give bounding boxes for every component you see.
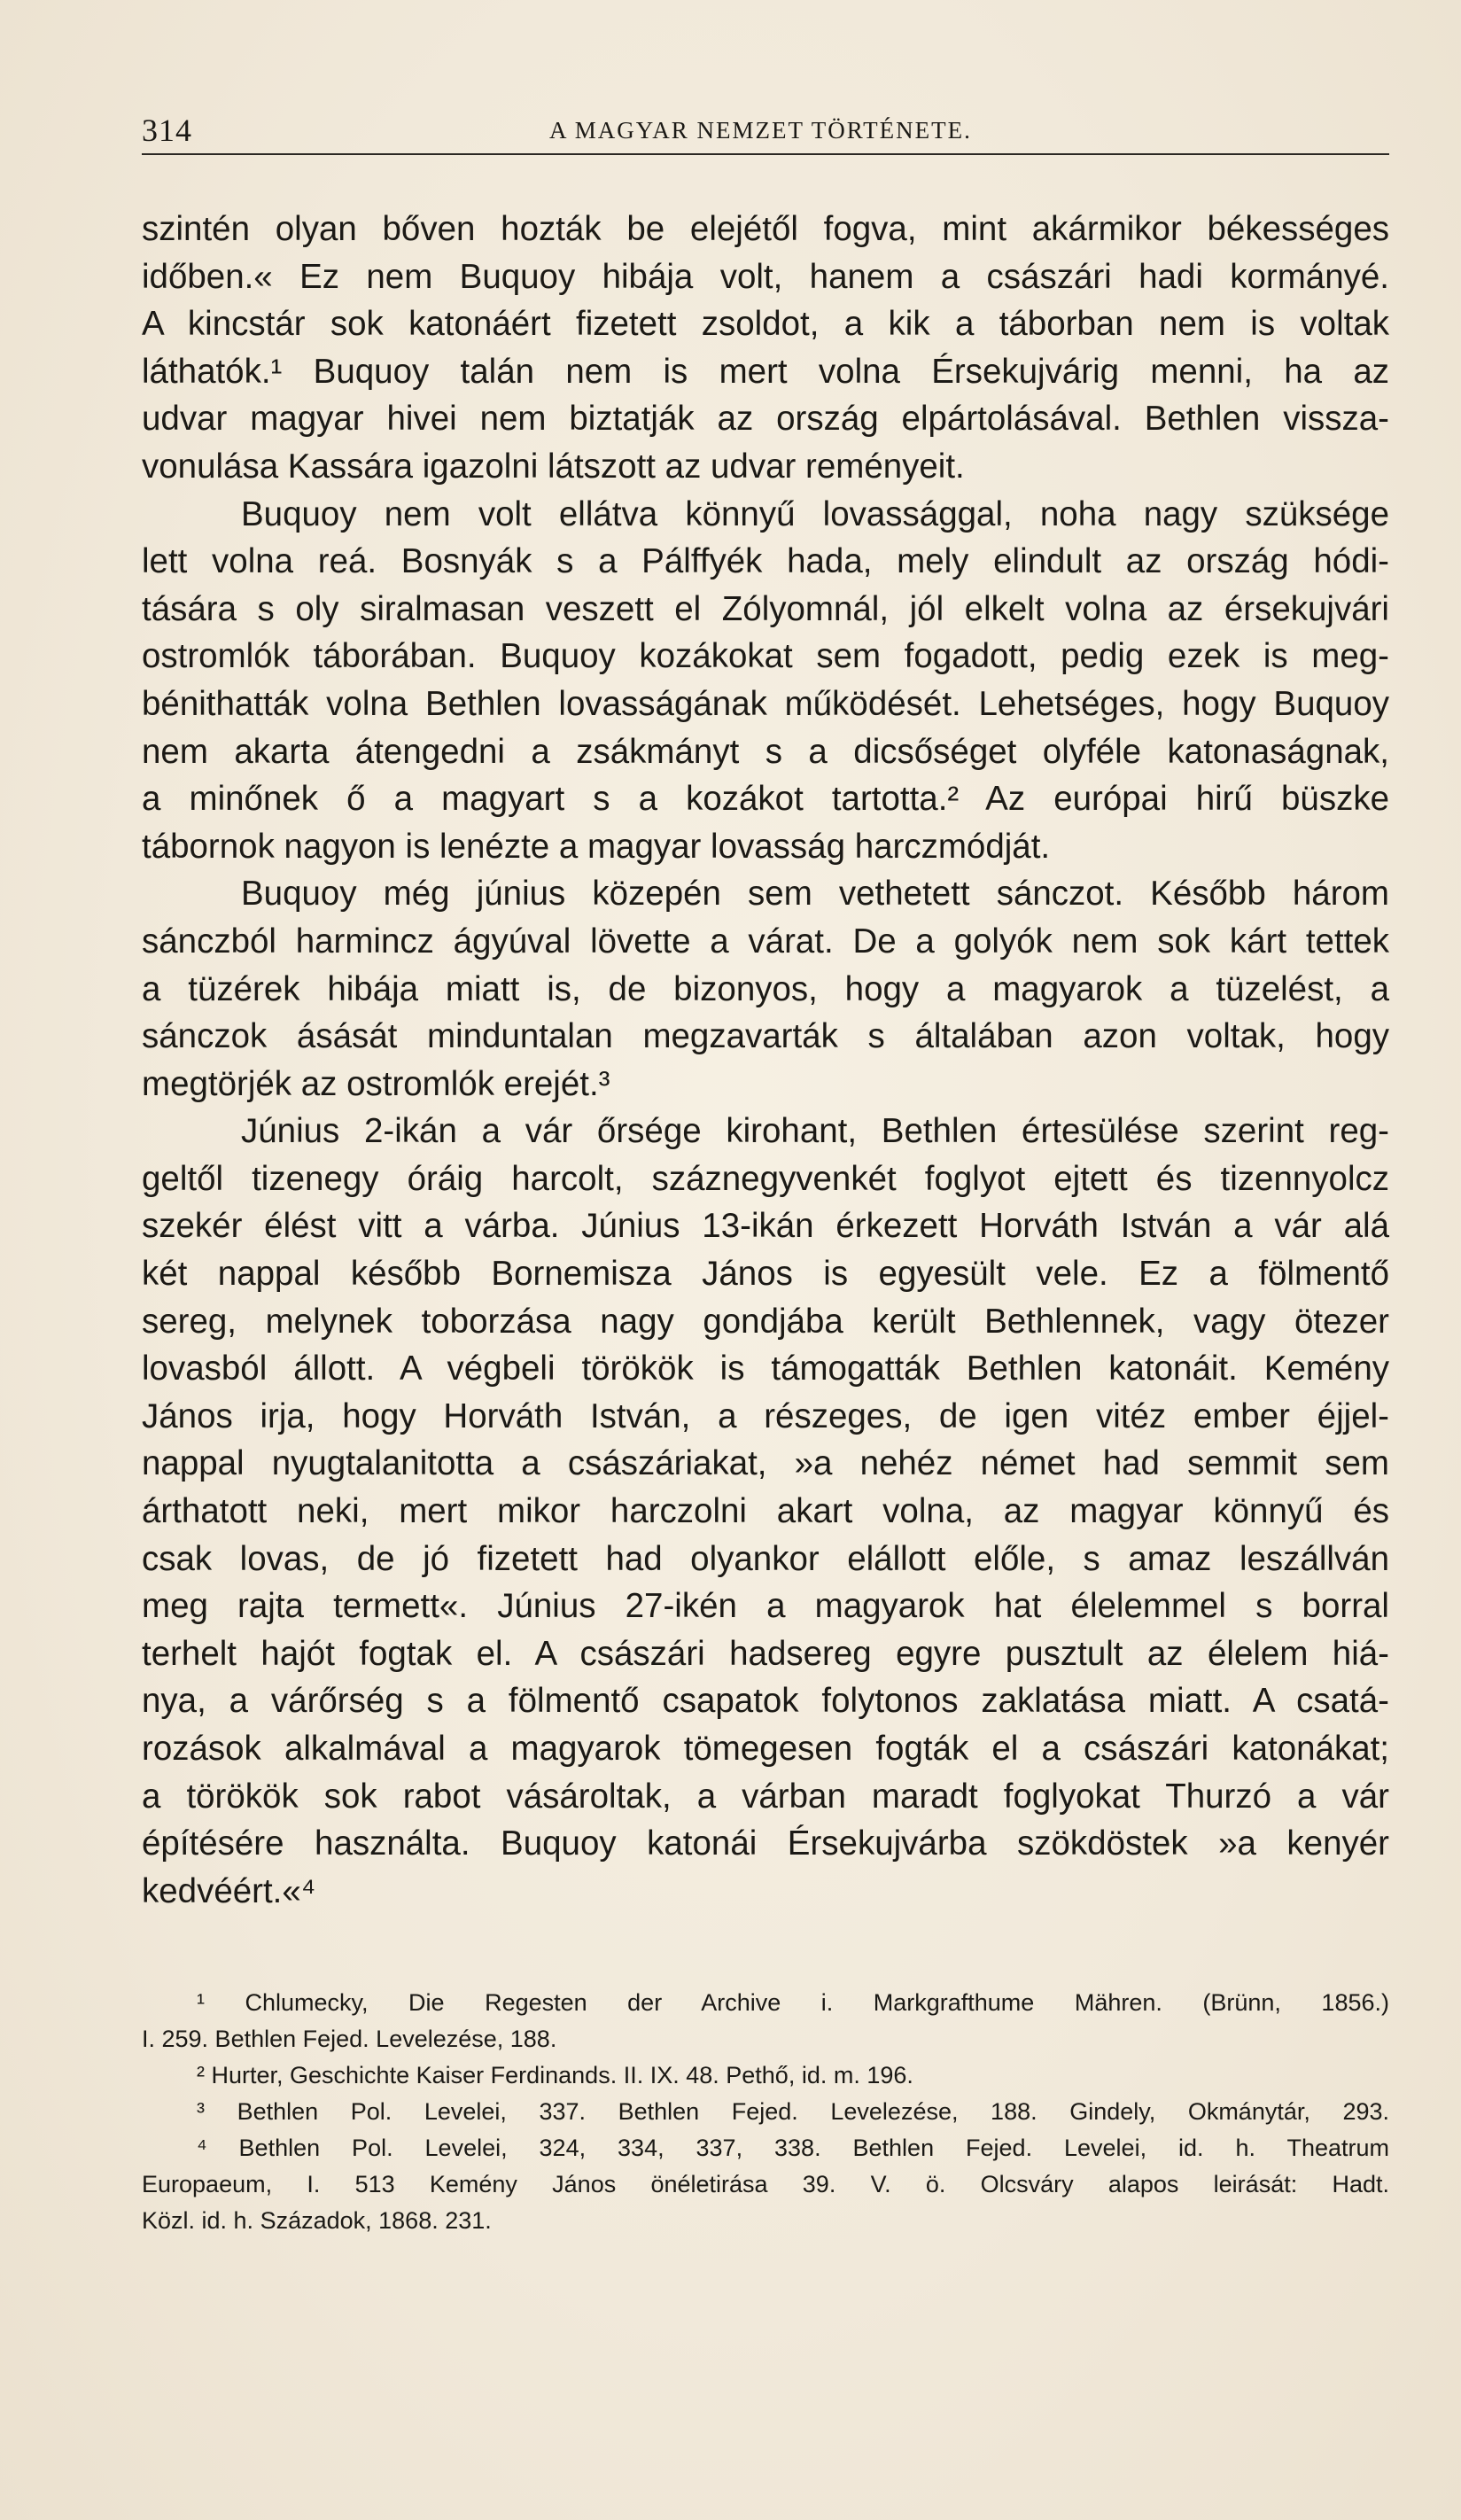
text-line: ostromlók táborában. Buquoy kozákokat sem fogadott, pedig ezek is meg- xyxy=(142,637,1389,676)
text-line: időben.« Ez nem Buquoy hibája volt, hanem a császári hadi kormányé. xyxy=(142,257,1389,296)
text-line: Buquoy még június közepén sem vethetett sánczot. Később három xyxy=(241,875,1389,914)
paragraph-3 xyxy=(142,870,1389,1108)
text-line: szintén olyan bőven hozták be elejétől fogva, mint akármikor békességes xyxy=(142,210,1389,248)
text-line: tására s oly siralmasan veszett el Zólyomnál, jól elkelt volna az érsekujvári xyxy=(142,589,1389,628)
footnote-3-line: ³ Bethlen Pol. Levelei, 337. Bethlen Fejed. Levelezése, 188. Gindely, Okmánytár, 293. xyxy=(197,2098,1389,2125)
footnote-1-line: ¹ Chlumecky, Die Regesten der Archive i. Markgrafthume Mähren. (Brünn, 1856.) xyxy=(197,1989,1389,2016)
text-line: vonulása Kassára igazolni látszott az udvar reményeit. xyxy=(142,447,965,486)
text-line: A kincstár sok katonáért fizetett zsoldot, a kik a táborban nem is voltak xyxy=(142,305,1389,344)
paragraph-2 xyxy=(142,491,1389,871)
text-line: udvar magyar hivei nem biztatják az ország elpártolásával. Bethlen vissza- xyxy=(142,400,1389,439)
text-line: nappal nyugtalanitotta a császáriakat, »a nehéz német had semmit sem xyxy=(142,1444,1389,1483)
text-line: kedvéért.«⁴ xyxy=(142,1871,316,1910)
text-line: terhelt hajót fogtak el. A császári hadsereg egyre pusztult az élelem hiá- xyxy=(142,1634,1389,1673)
paragraph-4 xyxy=(142,1108,1389,1915)
text-line: a minőnek ő a magyart s a kozákot tartotta.² Az európai hirű büszke xyxy=(142,780,1389,819)
text-line: két nappal később Bornemisza János is egyesült vele. Ez a fölmentő xyxy=(142,1255,1389,1294)
footnote-1-line: I. 259. Bethlen Fejed. Levelezése, 188. xyxy=(142,2026,557,2052)
footnote-2-line: ² Hurter, Geschichte Kaiser Ferdinands. II. IX. 48. Pethő, id. m. 196. xyxy=(197,2062,913,2088)
body-text xyxy=(142,206,1389,1915)
text-line: Június 2-ikán a vár őrsége kirohant, Bethlen értesülése szerint reg- xyxy=(241,1112,1389,1151)
text-line: geltől tizenegy óráig harcolt, száznegyvenkét foglyot ejtett és tizennyolcz xyxy=(142,1159,1389,1198)
text-line: építésére használta. Buquoy katonái Érsekujvárba szökdöstek »a kenyér xyxy=(142,1824,1389,1863)
text-line: csak lovas, de jó fizetett had olyankor elállott előle, s amaz leszállván xyxy=(142,1539,1389,1578)
text-line: rozások alkalmával a magyarok tömegesen fogták el a császári katonákat; xyxy=(142,1730,1389,1768)
text-line: szekér élést vitt a várba. Június 13-ikán érkezett Horváth István a vár alá xyxy=(142,1207,1389,1246)
text-line: a tüzérek hibája miatt is, de bizonyos, hogy a magyarok a tüzelést, a xyxy=(142,969,1389,1008)
text-line: megtörjék az ostromlók erejét.³ xyxy=(142,1064,610,1103)
footnotes xyxy=(142,1985,1389,2239)
header-rule xyxy=(142,153,1389,155)
footnote-4-line: ⁴ Bethlen Pol. Levelei, 324, 334, 337, 338. Bethlen Fejed. Levelei, id. h. Theatrum xyxy=(197,2135,1389,2161)
text-line: lovasból állott. A végbeli törökök is támogatták Bethlen katonáit. Kemény xyxy=(142,1349,1389,1388)
text-line: sánczok ásását minduntalan megzavarták s általában azon voltak, hogy xyxy=(142,1017,1389,1056)
page-number: 314 xyxy=(142,113,192,148)
text-line: János irja, hogy Horváth István, a részeges, de igen vitéz ember éjjel- xyxy=(142,1396,1389,1435)
text-line: tábornok nagyon is lenézte a magyar lovasság harczmódját. xyxy=(142,827,1051,866)
running-head: A MAGYAR NEMZET TÖRTÉNETE. xyxy=(549,117,972,144)
text-line: meg rajta termett«. Június 27-ikén a magyarok hat élelemmel s borral xyxy=(142,1587,1389,1626)
text-line: Buquoy nem volt ellátva könnyű lovassággal, noha nagy szüksége xyxy=(241,494,1389,533)
text-line: lett volna reá. Bosnyák s a Pálffyék hada, mely elindult az ország hódi- xyxy=(142,542,1389,581)
paragraph-1 xyxy=(142,206,1389,491)
text-line: láthatók.¹ Buquoy talán nem is mert volna Érsekujvárig menni, ha az xyxy=(142,352,1389,391)
text-line: nem akarta átengedni a zsákmányt s a dicsőséget olyféle katonaságnak, xyxy=(142,732,1389,771)
page-header xyxy=(142,105,1389,154)
footnote-4-line: Europaeum, I. 513 Kemény János önéletirása 39. V. ö. Olcsváry alapos leirását: Hadt. xyxy=(142,2171,1389,2197)
text-line: a törökök sok rabot vásároltak, a várban maradt foglyokat Thurzó a vár xyxy=(142,1777,1389,1816)
text-line: árthatott neki, mert mikor harczolni akart volna, az magyar könnyű és xyxy=(142,1492,1389,1531)
footnote-4-line: Közl. id. h. Századok, 1868. 231. xyxy=(142,2207,492,2234)
text-line: nya, a várőrség s a fölmentő csapatok folytonos zaklatása miatt. A csatá- xyxy=(142,1682,1389,1721)
text-line: bénithatták volna Bethlen lovasságának működését. Lehetséges, hogy Buquoy xyxy=(142,684,1389,723)
text-line: sánczból harmincz ágyúval lövette a várat. De a golyók nem sok kárt tettek xyxy=(142,922,1389,961)
text-line: sereg, melynek toborzása nagy gondjába került Bethlennek, vagy ötezer xyxy=(142,1302,1389,1341)
